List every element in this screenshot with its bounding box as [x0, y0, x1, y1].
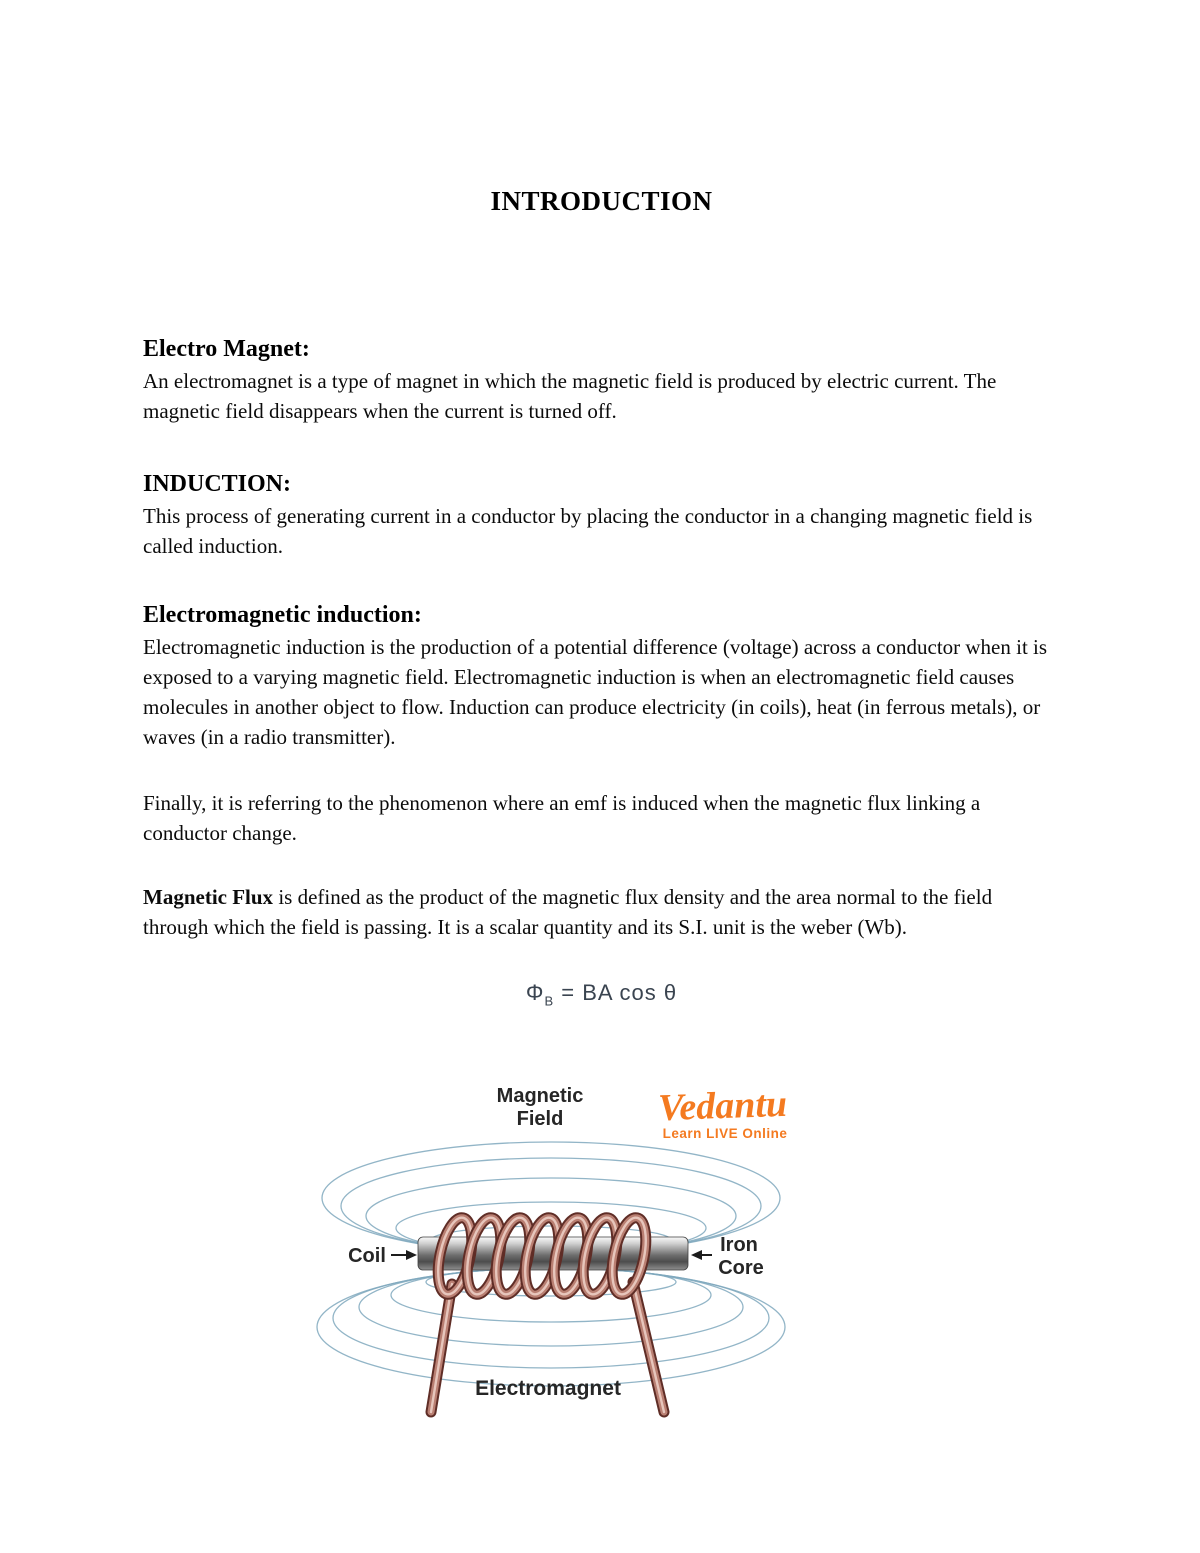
magnetic-flux-formula: [143, 980, 1060, 1008]
section-electro-magnet: [143, 335, 1060, 426]
magnetic-field-label-line1: Magnetic: [496, 1085, 584, 1108]
magnetic-field-label-line2: Field: [516, 1108, 564, 1131]
paragraph-finally: Finally, it is referring to the phenomenon where an emf is induced when the magnetic flux linking a conductor change.: [143, 791, 981, 845]
iron-core-label-line2: Core: [718, 1257, 764, 1280]
body-electromagnetic-induction: Electromagnetic induction is the production of a potential difference (voltage) across a conductor when it is exposed to a varying magnetic field. Electromagnetic induction is when an electromagnetic field causes molecules in another object to flow. Induction can produce electricity (in coils), heat (in ferrous metals), or waves (in a radio transmitter).: [143, 635, 1048, 749]
magnetic-flux-term: Magnetic Flux: [143, 885, 274, 909]
coil-lead-left: [431, 1284, 452, 1412]
magnetic-flux-definition: is defined as the product of the magnetic flux density and the area normal to the field through which the field is passing. It is a scalar quantity and its S.I. unit is the weber (Wb).: [143, 885, 993, 939]
formula-phi: Φ: [525, 980, 545, 1005]
heading-induction: INDUCTION:: [143, 471, 292, 497]
coil-lead-right: [633, 1282, 664, 1412]
page-title: INTRODUCTION: [490, 186, 713, 216]
vedantu-logo: [657, 1083, 787, 1141]
section-electromagnetic-induction: [143, 601, 1060, 752]
electromagnet-diagram: [303, 1070, 803, 1420]
electromagnet-figure: [303, 1070, 803, 1420]
heading-electro-magnet: Electro Magnet:: [143, 336, 310, 362]
iron-core-label-line1: Iron: [720, 1234, 758, 1257]
section-induction: [143, 470, 1060, 561]
vedantu-wordmark: Vedantu: [657, 1083, 788, 1130]
coil-label: Coil: [348, 1245, 386, 1268]
iron-core-arrow-icon: [691, 1250, 712, 1260]
paragraph-magnetic-flux: [143, 882, 1060, 942]
coil-arrow-icon: [391, 1250, 417, 1260]
formula-rhs: = BA cos θ: [561, 980, 678, 1005]
body-electro-magnet: An electromagnet is a type of magnet in which the magnetic field is produced by electric current. The magnetic field disappears when the current is turned off.: [143, 369, 997, 423]
vedantu-tagline: Learn LIVE Online: [662, 1126, 788, 1142]
heading-electromagnetic-induction: Electromagnetic induction:: [143, 602, 422, 628]
formula-subscript: B: [544, 993, 555, 1009]
body-induction: This process of generating current in a conductor by placing the conductor in a changing magnetic field is called induction.: [143, 504, 1033, 558]
electromagnet-label: Electromagnet: [475, 1377, 621, 1401]
